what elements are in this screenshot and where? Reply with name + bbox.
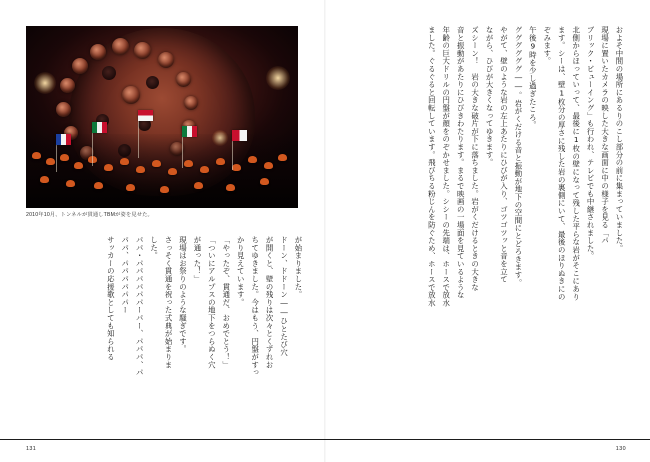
cutter-disc-icon [112, 38, 129, 55]
text-column: ながら、ひびが大きくなってゆきます。 [485, 26, 495, 167]
text-column: 「やったぞ、貫通だ、おめでとう！」 [221, 236, 231, 369]
cutter-disc-icon [72, 58, 88, 74]
text-column: ググググググ――。岩がくだける音と振動が地下の空間にとどろきます。 [513, 26, 523, 287]
flag-icon [56, 134, 71, 145]
text-column: 音と振動があたりにひびきわたります。まるで映画の一場面を見ているような [456, 26, 466, 299]
text-column: 現場はお祭りのような騒ぎです。 [178, 236, 188, 353]
text-column: やがて、壁のような岩の左上あたりにひびが入り、ゴツゴツッと音を立て [499, 26, 509, 284]
footer-rule [0, 439, 325, 440]
text-column: ます。シーは、壁1枚分の厚さに残した岩の裏側にいて、最後のほりぬきにの [557, 26, 567, 301]
crowd-silhouette [26, 134, 298, 208]
text-column: 「ついにアルプスの地下をつらぬく穴 [207, 236, 217, 369]
cutter-slot [146, 76, 159, 89]
text-column: が通った！」 [192, 236, 202, 283]
work-light-icon [266, 66, 290, 90]
text-column: が始まりました。 [294, 236, 303, 299]
cutter-disc-icon [184, 96, 198, 110]
cutter-disc-icon [122, 86, 140, 104]
cutter-disc-icon [134, 42, 151, 59]
text-column: サッカーの応援歌としても知られる [106, 236, 116, 361]
photo-caption: 2010年10月、トンネルが貫通しTBMが姿を見せた。 [26, 212, 153, 218]
text-column: 現場に置いたカメラの映した大きな画面に中の様子を見る「パ [600, 26, 610, 245]
text-column: ぞみます。 [542, 26, 552, 65]
cutter-disc-icon [90, 44, 106, 60]
text-column: さっそく貫通を祝った式典が始まりま [164, 236, 174, 369]
page-right [325, 0, 650, 462]
text-column: パパ・パパパパパパーパー、パパパ、パ [135, 236, 145, 377]
text-column: 北側からほっていって、最後に1枚の壁になって残した平らな岩がそこにあり [571, 26, 581, 301]
spread-gutter [324, 0, 326, 462]
page-number-left: 131 [26, 446, 37, 452]
cutter-disc-icon [56, 102, 71, 117]
text-column: ブリック・ビューイング」も行われ、テレビでも中継されました。 [586, 26, 596, 260]
text-column: ズシーン！ 岩の大きな破片が下に落ちました。岩がくだけるときの大きな [470, 26, 480, 292]
italy-flag-icon [182, 126, 197, 137]
text-column: およそ中間の場所にあるりのこし部分の前に集まっていました。 [615, 26, 624, 253]
italy-flag-icon [92, 122, 107, 133]
text-column: した。 [149, 236, 159, 260]
left-page-body-text [103, 236, 305, 418]
text-column: かり見えています。 [236, 236, 246, 307]
text-column: 年齢の巨大ドリルの円盤が顔をのぞかせました。シシーの先端は、ホースで放水 [441, 26, 451, 307]
flag-icon [232, 130, 247, 141]
cutter-disc-icon [176, 72, 191, 87]
tbm-breakthrough-photo [26, 26, 298, 208]
photo-figure [26, 26, 298, 220]
text-column: が開くと、壁の残りは次々とくずれお [265, 236, 275, 369]
right-page-body-text [424, 26, 626, 386]
work-light-icon [34, 72, 56, 94]
text-column: ドーン、ドドーン――ひとたび穴 [279, 236, 289, 357]
text-column: パパ、パパパパパパー [120, 236, 130, 314]
text-column: ました。ぐるぐると回転しています。飛びちる粉じんを防ぐため、ホースで放水 [427, 26, 437, 307]
text-column: 午後9時を少し過ぎたころ。 [528, 26, 538, 129]
footer-rule [325, 439, 650, 440]
cutter-slot [102, 66, 116, 80]
page-number-right: 130 [615, 446, 626, 452]
flag-icon [138, 110, 153, 121]
text-column: ちてゆきました。今はもう、円盤がすっ [250, 236, 260, 377]
cutter-disc-icon [60, 78, 75, 93]
cutter-disc-icon [158, 52, 174, 68]
